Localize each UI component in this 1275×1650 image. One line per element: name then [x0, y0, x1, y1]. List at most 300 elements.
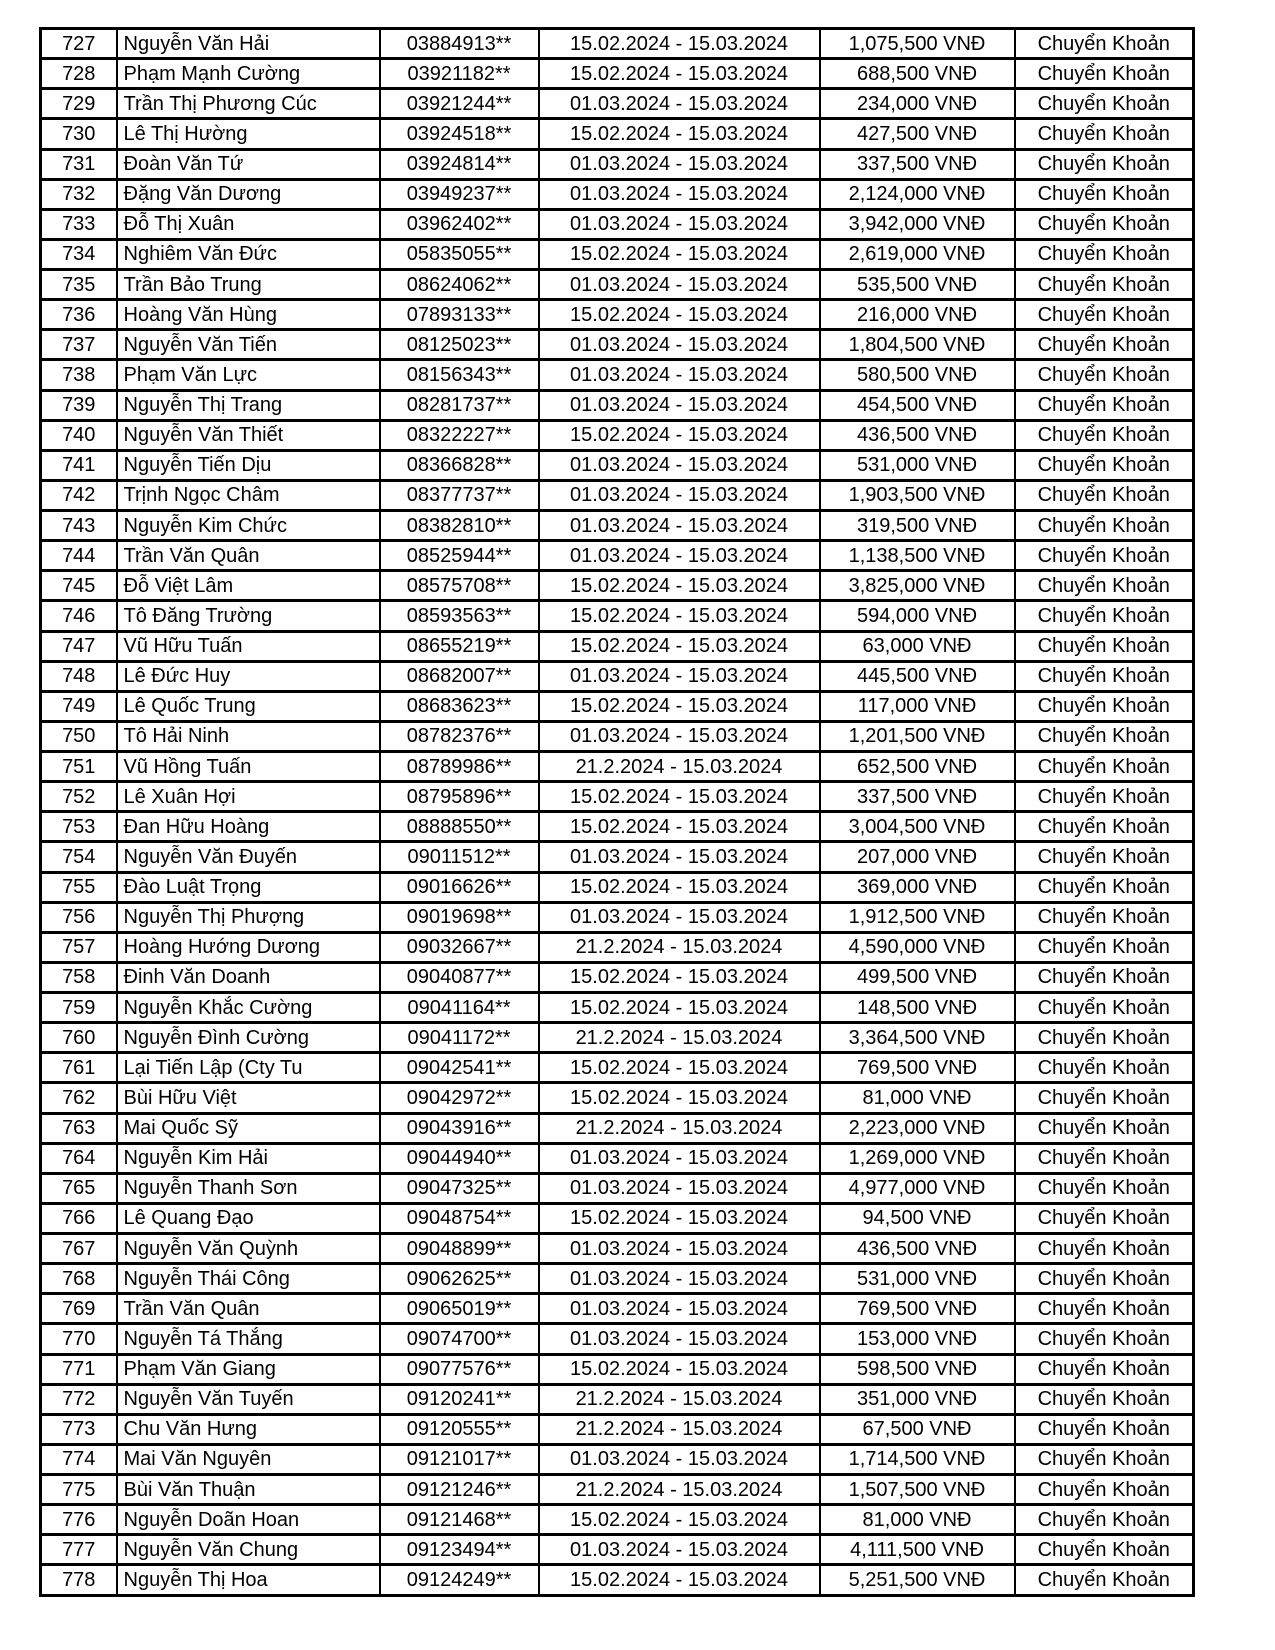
cell-amount: 1,201,500 VNĐ [820, 721, 1015, 751]
table-row [41, 149, 1194, 179]
cell-amount: 598,500 VNĐ [820, 1354, 1015, 1384]
cell-no: 738 [41, 360, 117, 390]
cell-no: 741 [41, 450, 117, 480]
cell-period: 01.03.2024 - 15.03.2024 [539, 1294, 820, 1324]
cell-name: Nguyễn Kim Chức [117, 511, 380, 541]
cell-phone: 09074700** [380, 1324, 539, 1354]
table-row [41, 1354, 1194, 1384]
cell-phone: 09042541** [380, 1053, 539, 1083]
cell-phone: 09040877** [380, 962, 539, 992]
cell-name: Lê Xuân Hợi [117, 782, 380, 812]
table-row [41, 1083, 1194, 1113]
cell-name: Nguyễn Doãn Hoan [117, 1505, 380, 1535]
cell-no: 760 [41, 1023, 117, 1053]
table-row [41, 29, 1194, 59]
table-row [41, 661, 1194, 691]
cell-phone: 03921244** [380, 89, 539, 119]
cell-period: 01.03.2024 - 15.03.2024 [539, 390, 820, 420]
cell-name: Đinh Văn Doanh [117, 962, 380, 992]
cell-name: Nguyễn Văn Thiết [117, 420, 380, 450]
cell-amount: 535,500 VNĐ [820, 270, 1015, 300]
cell-amount: 1,507,500 VNĐ [820, 1475, 1015, 1505]
cell-amount: 63,000 VNĐ [820, 631, 1015, 661]
cell-phone: 08655219** [380, 631, 539, 661]
table-row [41, 721, 1194, 751]
cell-phone: 09121017** [380, 1444, 539, 1474]
cell-name: Lê Quốc Trung [117, 691, 380, 721]
cell-method: Chuyển Khoản [1015, 511, 1194, 541]
cell-no: 746 [41, 601, 117, 631]
cell-period: 01.03.2024 - 15.03.2024 [539, 480, 820, 510]
cell-amount: 4,977,000 VNĐ [820, 1173, 1015, 1203]
cell-phone: 03921182** [380, 59, 539, 89]
cell-amount: 2,124,000 VNĐ [820, 179, 1015, 209]
cell-phone: 03884913** [380, 29, 539, 59]
table-row [41, 420, 1194, 450]
cell-method: Chuyển Khoản [1015, 480, 1194, 510]
table-row [41, 932, 1194, 962]
cell-phone: 09044940** [380, 1143, 539, 1173]
cell-period: 01.03.2024 - 15.03.2024 [539, 450, 820, 480]
cell-no: 749 [41, 691, 117, 721]
cell-amount: 594,000 VNĐ [820, 601, 1015, 631]
cell-name: Lê Đức Huy [117, 661, 380, 691]
cell-amount: 427,500 VNĐ [820, 119, 1015, 149]
cell-method: Chuyển Khoản [1015, 1384, 1194, 1414]
cell-amount: 531,000 VNĐ [820, 450, 1015, 480]
cell-name: Nguyễn Văn Đuyến [117, 842, 380, 872]
table-row [41, 1294, 1194, 1324]
cell-amount: 94,500 VNĐ [820, 1203, 1015, 1233]
cell-name: Đặng Văn Dương [117, 179, 380, 209]
cell-method: Chuyển Khoản [1015, 872, 1194, 902]
cell-period: 15.02.2024 - 15.03.2024 [539, 601, 820, 631]
cell-amount: 117,000 VNĐ [820, 691, 1015, 721]
cell-method: Chuyển Khoản [1015, 1475, 1194, 1505]
cell-no: 735 [41, 270, 117, 300]
cell-no: 770 [41, 1324, 117, 1354]
cell-no: 752 [41, 782, 117, 812]
cell-name: Trần Văn Quân [117, 541, 380, 571]
cell-phone: 08789986** [380, 752, 539, 782]
cell-name: Nguyễn Kim Hải [117, 1143, 380, 1173]
table-row [41, 1535, 1194, 1565]
cell-method: Chuyển Khoản [1015, 179, 1194, 209]
cell-no: 750 [41, 721, 117, 751]
cell-period: 01.03.2024 - 15.03.2024 [539, 1143, 820, 1173]
cell-phone: 09016626** [380, 872, 539, 902]
table-row [41, 571, 1194, 601]
cell-name: Đan Hữu Hoàng [117, 812, 380, 842]
cell-phone: 07893133** [380, 300, 539, 330]
cell-phone: 08683623** [380, 691, 539, 721]
cell-phone: 08795896** [380, 782, 539, 812]
table-row [41, 1053, 1194, 1083]
cell-name: Nguyễn Văn Tuyến [117, 1384, 380, 1414]
table-row [41, 993, 1194, 1023]
cell-phone: 09043916** [380, 1113, 539, 1143]
cell-period: 15.02.2024 - 15.03.2024 [539, 420, 820, 450]
cell-phone: 03924518** [380, 119, 539, 149]
cell-phone: 09048754** [380, 1203, 539, 1233]
table-row [41, 360, 1194, 390]
cell-period: 21.2.2024 - 15.03.2024 [539, 932, 820, 962]
cell-name: Đào Luật Trọng [117, 872, 380, 902]
cell-period: 15.02.2024 - 15.03.2024 [539, 782, 820, 812]
cell-method: Chuyển Khoản [1015, 420, 1194, 450]
cell-amount: 1,903,500 VNĐ [820, 480, 1015, 510]
table-row [41, 1384, 1194, 1414]
cell-method: Chuyển Khoản [1015, 1294, 1194, 1324]
table-row [41, 1023, 1194, 1053]
cell-name: Nguyễn Tiến Dịu [117, 450, 380, 480]
cell-phone: 09065019** [380, 1294, 539, 1324]
cell-name: Tô Hải Ninh [117, 721, 380, 751]
cell-no: 729 [41, 89, 117, 119]
cell-no: 771 [41, 1354, 117, 1384]
cell-period: 01.03.2024 - 15.03.2024 [539, 511, 820, 541]
table-row [41, 782, 1194, 812]
cell-no: 773 [41, 1414, 117, 1444]
cell-phone: 09120241** [380, 1384, 539, 1414]
table-row [41, 390, 1194, 420]
cell-period: 01.03.2024 - 15.03.2024 [539, 89, 820, 119]
cell-period: 15.02.2024 - 15.03.2024 [539, 1203, 820, 1233]
cell-phone: 09121468** [380, 1505, 539, 1535]
cell-no: 756 [41, 902, 117, 932]
cell-period: 21.2.2024 - 15.03.2024 [539, 1475, 820, 1505]
cell-amount: 1,804,500 VNĐ [820, 330, 1015, 360]
cell-amount: 351,000 VNĐ [820, 1384, 1015, 1414]
cell-method: Chuyển Khoản [1015, 541, 1194, 571]
cell-no: 778 [41, 1565, 117, 1596]
cell-no: 767 [41, 1234, 117, 1264]
cell-phone: 08156343** [380, 360, 539, 390]
cell-no: 765 [41, 1173, 117, 1203]
cell-period: 01.03.2024 - 15.03.2024 [539, 1444, 820, 1474]
cell-name: Nguyễn Văn Hải [117, 29, 380, 59]
cell-amount: 3,942,000 VNĐ [820, 209, 1015, 239]
cell-amount: 769,500 VNĐ [820, 1294, 1015, 1324]
cell-method: Chuyển Khoản [1015, 1444, 1194, 1474]
table-row [41, 1234, 1194, 1264]
cell-no: 755 [41, 872, 117, 902]
cell-no: 758 [41, 962, 117, 992]
cell-phone: 08575708** [380, 571, 539, 601]
cell-name: Lê Thị Hường [117, 119, 380, 149]
table-row [41, 1475, 1194, 1505]
cell-no: 751 [41, 752, 117, 782]
cell-method: Chuyển Khoản [1015, 239, 1194, 269]
table-row [41, 601, 1194, 631]
cell-method: Chuyển Khoản [1015, 149, 1194, 179]
cell-name: Trịnh Ngọc Châm [117, 480, 380, 510]
cell-method: Chuyển Khoản [1015, 962, 1194, 992]
cell-method: Chuyển Khoản [1015, 360, 1194, 390]
cell-name: Mai Quốc Sỹ [117, 1113, 380, 1143]
cell-period: 01.03.2024 - 15.03.2024 [539, 149, 820, 179]
cell-period: 15.02.2024 - 15.03.2024 [539, 812, 820, 842]
payments-table-body [41, 29, 1194, 1596]
cell-no: 740 [41, 420, 117, 450]
cell-method: Chuyển Khoản [1015, 1354, 1194, 1384]
cell-amount: 2,619,000 VNĐ [820, 239, 1015, 269]
table-row [41, 1414, 1194, 1444]
cell-method: Chuyển Khoản [1015, 1203, 1194, 1233]
cell-period: 15.02.2024 - 15.03.2024 [539, 239, 820, 269]
cell-period: 01.03.2024 - 15.03.2024 [539, 541, 820, 571]
cell-method: Chuyển Khoản [1015, 1113, 1194, 1143]
cell-period: 21.2.2024 - 15.03.2024 [539, 1023, 820, 1053]
cell-no: 775 [41, 1475, 117, 1505]
cell-method: Chuyển Khoản [1015, 330, 1194, 360]
table-row [41, 1143, 1194, 1173]
cell-name: Tô Đăng Trường [117, 601, 380, 631]
cell-period: 15.02.2024 - 15.03.2024 [539, 872, 820, 902]
table-row [41, 1444, 1194, 1474]
cell-phone: 09121246** [380, 1475, 539, 1505]
cell-name: Nguyễn Thanh Sơn [117, 1173, 380, 1203]
cell-name: Vũ Hồng Tuấn [117, 752, 380, 782]
cell-phone: 03924814** [380, 149, 539, 179]
cell-period: 01.03.2024 - 15.03.2024 [539, 842, 820, 872]
cell-phone: 08888550** [380, 812, 539, 842]
cell-period: 15.02.2024 - 15.03.2024 [539, 1565, 820, 1596]
cell-period: 21.2.2024 - 15.03.2024 [539, 1384, 820, 1414]
cell-name: Nguyễn Tá Thắng [117, 1324, 380, 1354]
cell-amount: 1,912,500 VNĐ [820, 902, 1015, 932]
cell-phone: 03949237** [380, 179, 539, 209]
cell-phone: 09077576** [380, 1354, 539, 1384]
cell-method: Chuyển Khoản [1015, 1234, 1194, 1264]
payments-table [39, 27, 1195, 1597]
cell-amount: 531,000 VNĐ [820, 1264, 1015, 1294]
cell-no: 737 [41, 330, 117, 360]
cell-no: 757 [41, 932, 117, 962]
table-row [41, 119, 1194, 149]
cell-amount: 5,251,500 VNĐ [820, 1565, 1015, 1596]
cell-amount: 652,500 VNĐ [820, 752, 1015, 782]
cell-period: 15.02.2024 - 15.03.2024 [539, 1505, 820, 1535]
cell-period: 01.03.2024 - 15.03.2024 [539, 360, 820, 390]
cell-method: Chuyển Khoản [1015, 1414, 1194, 1444]
cell-amount: 3,004,500 VNĐ [820, 812, 1015, 842]
table-row [41, 842, 1194, 872]
cell-period: 15.02.2024 - 15.03.2024 [539, 59, 820, 89]
cell-period: 01.03.2024 - 15.03.2024 [539, 1173, 820, 1203]
cell-name: Trần Thị Phương Cúc [117, 89, 380, 119]
cell-name: Phạm Văn Lực [117, 360, 380, 390]
table-row [41, 1324, 1194, 1354]
cell-no: 733 [41, 209, 117, 239]
cell-amount: 337,500 VNĐ [820, 149, 1015, 179]
cell-period: 01.03.2024 - 15.03.2024 [539, 902, 820, 932]
cell-name: Phạm Văn Giang [117, 1354, 380, 1384]
cell-period: 15.02.2024 - 15.03.2024 [539, 691, 820, 721]
cell-phone: 09062625** [380, 1264, 539, 1294]
cell-no: 754 [41, 842, 117, 872]
cell-method: Chuyển Khoản [1015, 1535, 1194, 1565]
cell-amount: 207,000 VNĐ [820, 842, 1015, 872]
cell-method: Chuyển Khoản [1015, 1023, 1194, 1053]
cell-name: Nguyễn Văn Quỳnh [117, 1234, 380, 1264]
cell-phone: 09048899** [380, 1234, 539, 1264]
cell-no: 743 [41, 511, 117, 541]
table-row [41, 962, 1194, 992]
cell-amount: 216,000 VNĐ [820, 300, 1015, 330]
cell-phone: 09047325** [380, 1173, 539, 1203]
cell-period: 01.03.2024 - 15.03.2024 [539, 330, 820, 360]
cell-phone: 08782376** [380, 721, 539, 751]
cell-method: Chuyển Khoản [1015, 1565, 1194, 1596]
cell-no: 777 [41, 1535, 117, 1565]
cell-no: 762 [41, 1083, 117, 1113]
cell-no: 732 [41, 179, 117, 209]
cell-name: Mai Văn Nguyên [117, 1444, 380, 1474]
table-row [41, 511, 1194, 541]
cell-amount: 67,500 VNĐ [820, 1414, 1015, 1444]
cell-phone: 08525944** [380, 541, 539, 571]
cell-period: 01.03.2024 - 15.03.2024 [539, 1535, 820, 1565]
cell-no: 730 [41, 119, 117, 149]
cell-period: 01.03.2024 - 15.03.2024 [539, 1264, 820, 1294]
cell-method: Chuyển Khoản [1015, 721, 1194, 751]
cell-method: Chuyển Khoản [1015, 1324, 1194, 1354]
cell-name: Nguyễn Thái Công [117, 1264, 380, 1294]
table-row [41, 1565, 1194, 1596]
cell-method: Chuyển Khoản [1015, 661, 1194, 691]
cell-method: Chuyển Khoản [1015, 270, 1194, 300]
cell-phone: 09041164** [380, 993, 539, 1023]
cell-method: Chuyển Khoản [1015, 450, 1194, 480]
table-row [41, 239, 1194, 269]
table-row [41, 752, 1194, 782]
cell-no: 768 [41, 1264, 117, 1294]
cell-no: 766 [41, 1203, 117, 1233]
cell-amount: 4,111,500 VNĐ [820, 1535, 1015, 1565]
table-row [41, 631, 1194, 661]
table-row [41, 450, 1194, 480]
cell-no: 753 [41, 812, 117, 842]
cell-method: Chuyển Khoản [1015, 601, 1194, 631]
cell-period: 01.03.2024 - 15.03.2024 [539, 661, 820, 691]
cell-no: 763 [41, 1113, 117, 1143]
cell-method: Chuyển Khoản [1015, 932, 1194, 962]
cell-name: Nguyễn Thị Phượng [117, 902, 380, 932]
table-row [41, 1264, 1194, 1294]
cell-method: Chuyển Khoản [1015, 842, 1194, 872]
cell-amount: 445,500 VNĐ [820, 661, 1015, 691]
cell-phone: 08624062** [380, 270, 539, 300]
cell-no: 747 [41, 631, 117, 661]
table-row [41, 480, 1194, 510]
cell-name: Nguyễn Thị Trang [117, 390, 380, 420]
cell-period: 15.02.2024 - 15.03.2024 [539, 631, 820, 661]
cell-no: 759 [41, 993, 117, 1023]
cell-name: Nguyễn Khắc Cường [117, 993, 380, 1023]
cell-name: Hoàng Hướng Dương [117, 932, 380, 962]
cell-method: Chuyển Khoản [1015, 782, 1194, 812]
cell-no: 736 [41, 300, 117, 330]
cell-period: 01.03.2024 - 15.03.2024 [539, 270, 820, 300]
cell-period: 15.02.2024 - 15.03.2024 [539, 1354, 820, 1384]
cell-amount: 319,500 VNĐ [820, 511, 1015, 541]
cell-phone: 08593563** [380, 601, 539, 631]
cell-name: Trần Văn Quân [117, 1294, 380, 1324]
cell-period: 15.02.2024 - 15.03.2024 [539, 993, 820, 1023]
cell-method: Chuyển Khoản [1015, 571, 1194, 601]
cell-name: Phạm Mạnh Cường [117, 59, 380, 89]
table-row [41, 89, 1194, 119]
cell-no: 769 [41, 1294, 117, 1324]
cell-method: Chuyển Khoản [1015, 1173, 1194, 1203]
cell-period: 15.02.2024 - 15.03.2024 [539, 300, 820, 330]
table-row [41, 902, 1194, 932]
cell-phone: 08682007** [380, 661, 539, 691]
cell-amount: 81,000 VNĐ [820, 1505, 1015, 1535]
table-row [41, 179, 1194, 209]
cell-amount: 2,223,000 VNĐ [820, 1113, 1015, 1143]
cell-period: 21.2.2024 - 15.03.2024 [539, 752, 820, 782]
cell-method: Chuyển Khoản [1015, 691, 1194, 721]
cell-amount: 1,269,000 VNĐ [820, 1143, 1015, 1173]
cell-method: Chuyển Khoản [1015, 1083, 1194, 1113]
cell-period: 15.02.2024 - 15.03.2024 [539, 119, 820, 149]
cell-name: Nghiêm Văn Đức [117, 239, 380, 269]
cell-method: Chuyển Khoản [1015, 902, 1194, 932]
cell-name: Bùi Hữu Việt [117, 1083, 380, 1113]
cell-name: Vũ Hữu Tuấn [117, 631, 380, 661]
cell-period: 21.2.2024 - 15.03.2024 [539, 1414, 820, 1444]
cell-amount: 769,500 VNĐ [820, 1053, 1015, 1083]
cell-name: Chu Văn Hưng [117, 1414, 380, 1444]
cell-amount: 234,000 VNĐ [820, 89, 1015, 119]
cell-name: Nguyễn Văn Chung [117, 1535, 380, 1565]
cell-amount: 499,500 VNĐ [820, 962, 1015, 992]
cell-phone: 05835055** [380, 239, 539, 269]
cell-period: 15.02.2024 - 15.03.2024 [539, 1053, 820, 1083]
cell-period: 01.03.2024 - 15.03.2024 [539, 721, 820, 751]
cell-method: Chuyển Khoản [1015, 1053, 1194, 1083]
cell-amount: 3,825,000 VNĐ [820, 571, 1015, 601]
cell-no: 734 [41, 239, 117, 269]
table-row [41, 330, 1194, 360]
cell-method: Chuyển Khoản [1015, 89, 1194, 119]
cell-phone: 09032667** [380, 932, 539, 962]
cell-amount: 580,500 VNĐ [820, 360, 1015, 390]
cell-period: 01.03.2024 - 15.03.2024 [539, 1234, 820, 1264]
table-row [41, 59, 1194, 89]
cell-period: 15.02.2024 - 15.03.2024 [539, 962, 820, 992]
cell-phone: 08322227** [380, 420, 539, 450]
cell-amount: 1,075,500 VNĐ [820, 29, 1015, 59]
cell-amount: 688,500 VNĐ [820, 59, 1015, 89]
cell-no: 742 [41, 480, 117, 510]
cell-name: Bùi Văn Thuận [117, 1475, 380, 1505]
cell-no: 745 [41, 571, 117, 601]
cell-method: Chuyển Khoản [1015, 993, 1194, 1023]
cell-phone: 08125023** [380, 330, 539, 360]
cell-amount: 369,000 VNĐ [820, 872, 1015, 902]
cell-method: Chuyển Khoản [1015, 390, 1194, 420]
cell-period: 15.02.2024 - 15.03.2024 [539, 1083, 820, 1113]
table-row [41, 1505, 1194, 1535]
cell-name: Nguyễn Đình Cường [117, 1023, 380, 1053]
cell-no: 739 [41, 390, 117, 420]
cell-no: 744 [41, 541, 117, 571]
cell-no: 761 [41, 1053, 117, 1083]
cell-period: 15.02.2024 - 15.03.2024 [539, 571, 820, 601]
